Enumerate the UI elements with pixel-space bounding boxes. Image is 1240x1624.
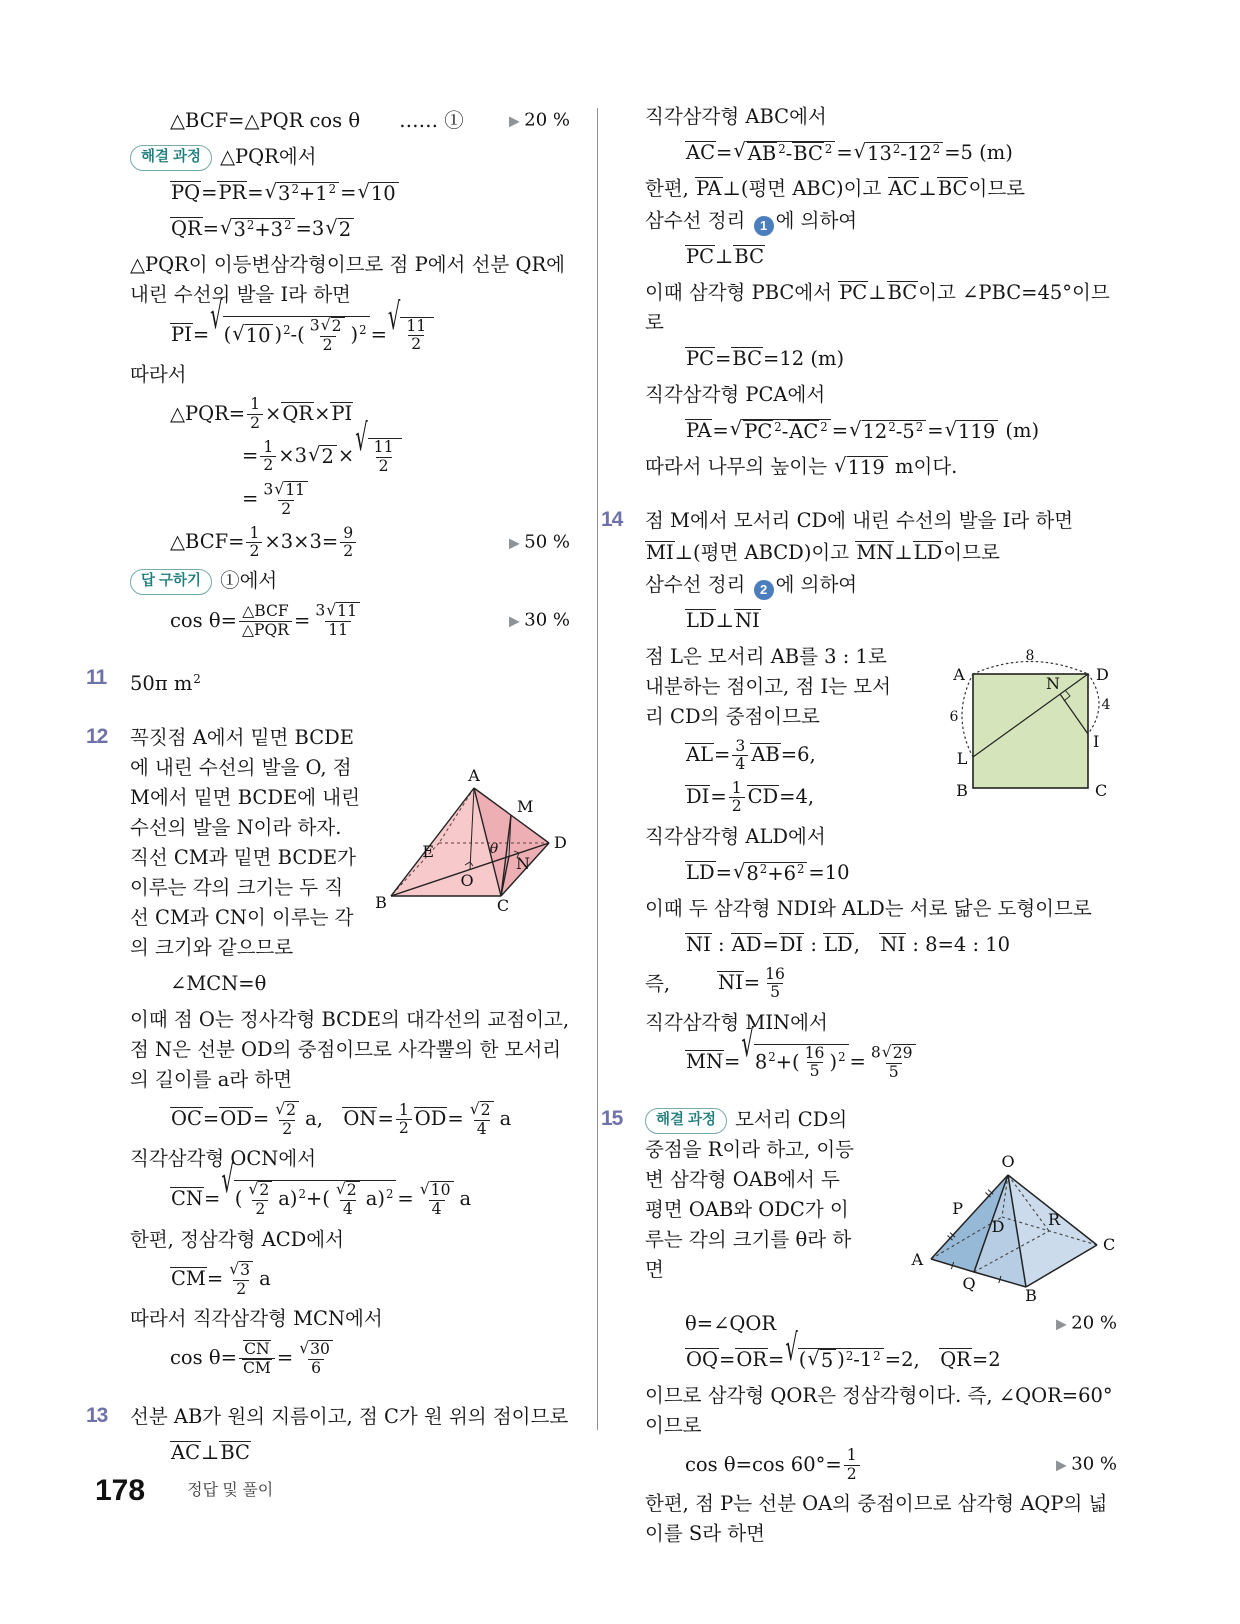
text-line: △PQR이 이등변삼각형이므로 점 P에서 선분 QR에 내린 수선의 발을 I라 하면 xyxy=(130,253,565,306)
text-line: 이므로 삼각형 QOR은 정삼각형이다. 즉, ∠QOR=60°이므로 xyxy=(645,1384,1113,1438)
pyramid12-label-m: M xyxy=(517,796,534,816)
solution-line xyxy=(645,174,1117,204)
pyramid15-label-a: A xyxy=(911,1250,923,1270)
text-line: 따라서 나무의 높이는 √ 119 m이다. xyxy=(645,453,958,479)
solution-line xyxy=(645,278,1117,338)
solution-line xyxy=(130,214,570,244)
problem-13 xyxy=(86,1402,570,1432)
solution-line xyxy=(130,1225,570,1255)
pyramid12-label-a: A xyxy=(468,765,480,785)
solution-line xyxy=(645,738,1117,774)
math-line: CM= √ 3 2 a xyxy=(171,1259,271,1298)
solution-line xyxy=(130,602,570,639)
square14-label-b: B xyxy=(956,781,968,800)
solution-line xyxy=(645,822,1117,852)
square14-label-i: I xyxy=(1093,732,1100,751)
math-line: cos θ= $\frac{\text{△BCF}}{\text{△PQR}}$ = 3 √ 11 11 xyxy=(170,609,366,632)
solution-line xyxy=(130,416,570,475)
pyramid-diagram-problem12 xyxy=(368,725,570,915)
math-line: PC⊥BC xyxy=(686,245,765,268)
pyramid15-label-c: C xyxy=(1103,1235,1116,1255)
pyramid12-label-n: N xyxy=(516,853,530,873)
math-line: DI= $\frac{1}{2}$ CD=4, xyxy=(686,778,815,816)
progress-marker: ▶ 50 % xyxy=(509,527,570,558)
math-line: cos θ=cos 60°= $\frac{1}{2}$ xyxy=(685,1453,862,1476)
solution-line xyxy=(130,481,570,518)
square14-label-a: A xyxy=(953,665,965,684)
text-line: 이때 삼각형 PBC에서 PC⊥BC이고 ∠PBC=45°이므로 xyxy=(645,281,1110,334)
solution-line xyxy=(130,1340,570,1378)
solution-line xyxy=(130,969,570,999)
text-line: 삼수선 정리 1 에 의하여 xyxy=(645,209,857,232)
text-line: 점 M에서 모서리 CD에 내린 수선의 발을 I라 하면 xyxy=(645,509,1074,532)
pyramid12-label-e: E xyxy=(422,841,434,861)
pyramid12-label-b: B xyxy=(375,892,387,912)
pyramid15-label-d: D xyxy=(991,1217,1005,1237)
solution-line xyxy=(645,538,1117,568)
text-line: 점 L은 모서리 AB를 3 : 1로 내분하는 점이고, 점 I는 모서리 CD의 중점이므로 xyxy=(645,645,891,728)
solution-line xyxy=(645,1381,1117,1441)
math-line: △BCF= $\frac{1}{2}$ ×3×3= $\frac{9}{2}$ xyxy=(170,530,358,553)
text-line: 이때 점 O는 정사각형 BCDE의 대각선의 교점이고, 점 N은 선분 OD의 중점이므로 사각뿔의 한 모서리의 길이를 a라 하면 xyxy=(130,1007,570,1091)
solution-line xyxy=(130,1101,570,1138)
math-line: AL= $\frac{3}{4}$ AB=6, xyxy=(686,737,816,774)
solution-line xyxy=(130,1438,570,1468)
math-line: NI : AD=DI : LD, NI : 8=4 : 10 xyxy=(686,932,1011,956)
text-line: 삼수선 정리 2 에 의하여 xyxy=(645,573,857,596)
solution-line xyxy=(130,106,570,136)
left-column xyxy=(86,100,570,1474)
text-line: 한편, 점 P는 선분 OA의 중점이므로 삼각형 AQP의 넓이를 S라 하면 xyxy=(645,1492,1108,1545)
problem-11 xyxy=(86,664,570,699)
text-line: 50π $m^2$ xyxy=(130,671,201,695)
solution-line xyxy=(645,858,1117,888)
solution-line xyxy=(645,452,1117,482)
solution-line xyxy=(645,780,1117,816)
footer-label: 정답 및 풀이 xyxy=(187,1482,274,1499)
solution-line xyxy=(645,242,1117,272)
problem-number: 15 xyxy=(601,1107,623,1131)
math-line: cos θ= $\frac{CN}{CM}$ = √ 30 6 xyxy=(170,1346,339,1369)
solution-line xyxy=(645,1008,1117,1038)
math-line: LD= √ $8^2+6^2$ =10 xyxy=(686,859,850,885)
solution-line xyxy=(130,1261,570,1298)
solution-line xyxy=(130,396,570,432)
solution-line xyxy=(645,606,1117,636)
solution-line xyxy=(645,206,1117,236)
math-line: △PQR= $\frac{1}{2}$ ×QR×PI xyxy=(170,395,353,432)
text-line: 따라서 xyxy=(130,363,187,387)
math-line: CN= √ ( √ 2 2 a)$^2$+( √ 2 4 a)$^2$ = √ 10 4 a xyxy=(171,1158,472,1219)
math-line: △BCF=△PQR cos θ …… ① xyxy=(170,109,464,132)
text-line: 모서리 CD의 중점을 R이라 하고, 이등변 삼각형 OAB에서 두 평면 OAB와 ODC가 이루는 각의 크기를 θ라 하면 xyxy=(645,1108,855,1282)
text-line: 직각삼각형 PCA에서 xyxy=(645,383,826,406)
text-line: 따라서 직각삼각형 MCN에서 xyxy=(130,1306,383,1330)
text-line: 꼭짓점 A에서 밑면 BCDE에 내린 수선의 발을 O, 점 M에서 밑면 BCDE에 내린 수선의 발을 N이라 하자. 직선 CM과 밑면 BCDE가 이루는 각의 크기는 두 직선 CM과 CN이 이루는 각의 크기와 같으므로 xyxy=(130,725,360,959)
badge-process: 해결 과정 xyxy=(645,1108,727,1134)
page-number: 178 xyxy=(95,1474,146,1507)
problem-number: 12 xyxy=(86,724,108,748)
math-line: NI= $\frac{16}{5}$ xyxy=(718,964,785,1002)
problem-number: 13 xyxy=(86,1403,108,1427)
text-line: 한편, 정삼각형 ACD에서 xyxy=(130,1227,344,1251)
solution-line xyxy=(130,250,570,310)
text-line: MI⊥(평면 ABCD)이고 MN⊥LD이므로 xyxy=(646,541,1000,564)
solution-line xyxy=(130,360,570,390)
progress-marker: ▶ 20 % xyxy=(1056,1309,1117,1340)
pyramid12-label-o: O xyxy=(460,870,474,890)
text-line: △PQR에서 xyxy=(220,145,317,168)
progress-marker: ▶ 30 % xyxy=(1056,1450,1117,1481)
math-line: PC=BC=12 (m) xyxy=(686,347,845,370)
solution-line xyxy=(130,525,570,561)
text-line: 직각삼각형 ALD에서 xyxy=(645,824,826,848)
solution-line xyxy=(645,344,1117,374)
solution-line xyxy=(645,138,1117,168)
text-line: 직각삼각형 OCN에서 xyxy=(130,1147,317,1171)
text-line: 이때 두 삼각형 NDI와 ALD는 서로 닮은 도형이므로 xyxy=(645,896,1092,920)
pyramid12-label-d: D xyxy=(554,832,567,852)
text-line: ①에서 xyxy=(220,569,278,593)
pyramid12-label-theta: θ xyxy=(489,840,499,857)
circled-step-number: 1 xyxy=(754,216,774,236)
square14-label-n: N xyxy=(1046,674,1060,693)
math-line: PA= √ PC $^2$-AC $^2$ = √ $12^2-5^2$ = √ 119 (m) xyxy=(686,417,1040,444)
math-line: LD⊥NI xyxy=(686,609,760,632)
solution-line xyxy=(130,566,570,596)
math-line: MN= √ $8^2+$( $\frac{16}{5}$ )$^2$ = 8 √ 29 5 xyxy=(685,1050,922,1073)
solution-line xyxy=(130,178,570,208)
solution-line xyxy=(130,1005,570,1095)
solution-line xyxy=(645,894,1117,924)
math-line: QR= √ $3^2+3^2$ =3 √ 2 xyxy=(170,217,355,240)
square14-label-c: C xyxy=(1095,781,1108,800)
math-line: ∠MCN=θ xyxy=(170,971,267,995)
math-line: PQ=PR= √ $3^2+1^2$ = √ 10 xyxy=(170,181,400,204)
text-line: 직각삼각형 ABC에서 xyxy=(645,105,827,128)
pyramid12-label-c: C xyxy=(496,895,510,915)
badge-process: 해결 과정 xyxy=(130,145,212,171)
pyramid15-label-p: P xyxy=(952,1199,963,1219)
solution-line xyxy=(645,416,1117,446)
problem-number: 11 xyxy=(86,665,107,689)
square14-label-l: L xyxy=(956,749,968,768)
square14-label-d: D xyxy=(1096,665,1109,684)
solution-line xyxy=(645,570,1117,600)
progress-marker: ▶ 30 % xyxy=(509,606,570,637)
solution-line xyxy=(130,142,570,172)
math-line: OQ=OR= √ ( √ 5 )$^2-1^2$ =2, QR=2 xyxy=(686,1326,1001,1373)
problem-number: 14 xyxy=(601,508,623,531)
solution-line xyxy=(130,1144,570,1174)
solution-line xyxy=(130,293,570,354)
right-column xyxy=(601,100,1117,1551)
math-line: = $\frac{1}{2}$ ×3 √ 2 × √ $\frac{11}{2}$ xyxy=(242,444,403,467)
math-line: θ=∠QOR xyxy=(685,1312,777,1336)
solution-line xyxy=(645,1489,1117,1549)
solution-line xyxy=(645,102,1117,132)
square14-label-right: 4 xyxy=(1101,697,1111,713)
math-line: AC⊥BC xyxy=(171,1440,250,1464)
problem-14 xyxy=(601,506,1117,536)
pyramid15-label-b: B xyxy=(1025,1286,1037,1304)
pyramid15-label-o: O xyxy=(1001,1152,1015,1172)
solution-line xyxy=(645,1447,1117,1483)
progress-marker: ▶ 20 % xyxy=(509,106,570,137)
square14-label-top: 8 xyxy=(1025,648,1035,664)
solution-line xyxy=(645,1309,1117,1339)
circled-step-number: 2 xyxy=(754,580,774,600)
square14-label-left: 6 xyxy=(949,709,959,725)
pyramid15-label-q: Q xyxy=(962,1274,976,1294)
solution-line xyxy=(645,1326,1117,1375)
line-lead: 즉, xyxy=(645,971,671,995)
pyramid15-label-r: R xyxy=(1047,1210,1061,1230)
problem-15 xyxy=(601,1105,1117,1304)
math-line: PI= √ ( √ 10 )$^2$-( 3 √ 2 2 )$^2$ = √ $\frac{11}{2}$ xyxy=(170,323,435,346)
badge-answer: 답 구하기 xyxy=(130,569,212,595)
text-line: 선분 AB가 원의 지름이고, 점 C가 원 위의 점이므로 xyxy=(130,1404,569,1428)
page-footer xyxy=(95,1474,273,1508)
math-line: OC=OD= √ 2 2 a, ON= $\frac{1}{2}$ OD= √ 2 4 a xyxy=(171,1099,512,1138)
solution-line xyxy=(645,966,1117,1002)
text-line: 직각삼각형 MIN에서 xyxy=(645,1010,828,1034)
text-line: 한편, PA⊥(평면 ABC)이고 AC⊥BC이므로 xyxy=(645,177,1025,200)
solution-line xyxy=(645,380,1117,410)
solution-line xyxy=(645,930,1117,960)
math-line: AC= √ AB $^2$-BC $^2$ = √ $13^2-12^2$ =5 (m) xyxy=(686,139,1013,166)
column-divider xyxy=(597,108,598,1430)
problem-12 xyxy=(86,723,570,963)
pyramid-diagram-problem15 xyxy=(872,1107,1117,1303)
math-line: = 3 √ 11 2 xyxy=(242,487,314,510)
solution-line xyxy=(130,1304,570,1334)
